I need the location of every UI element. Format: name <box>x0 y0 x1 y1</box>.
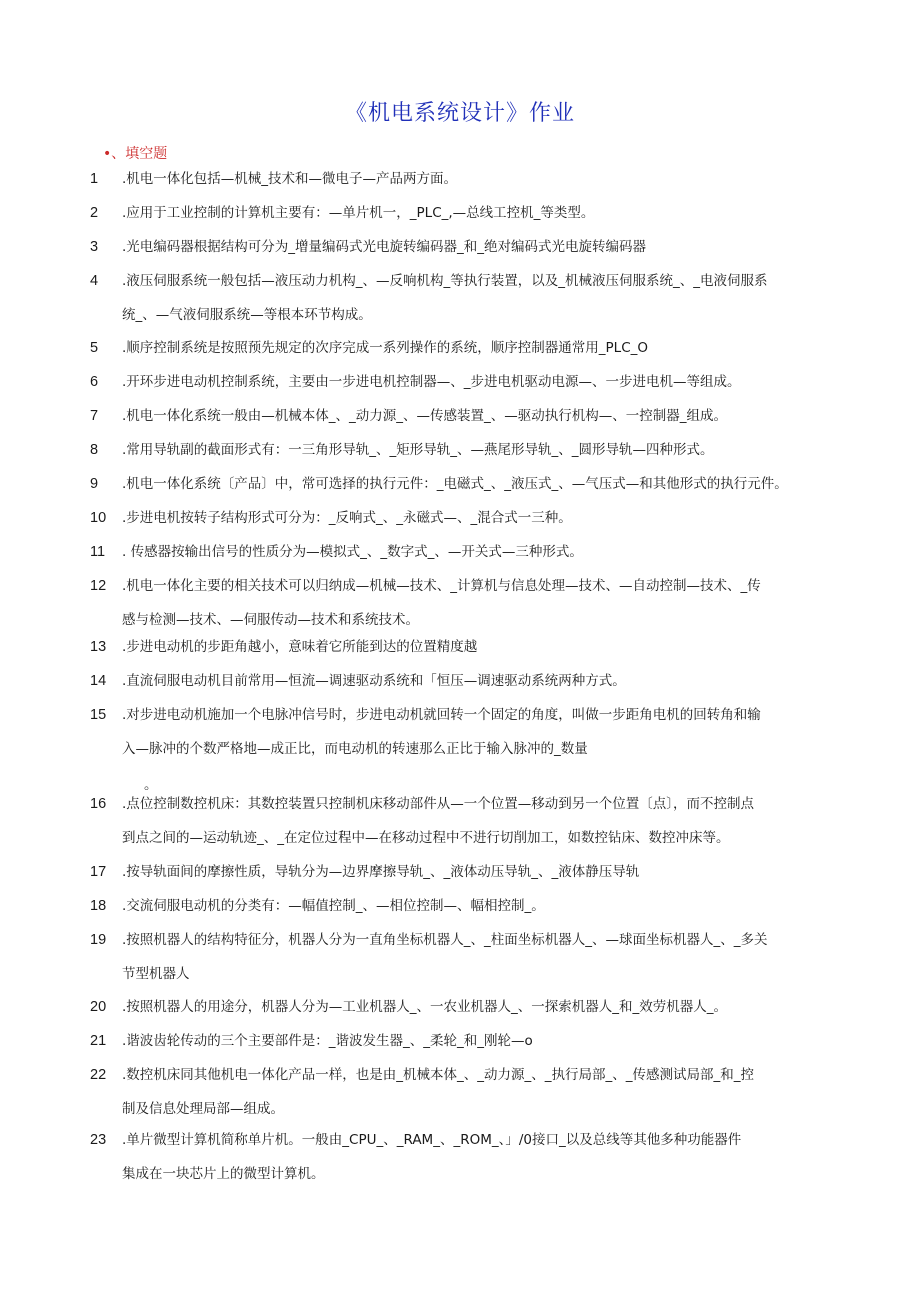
question-text-continued: 节型机器人 <box>122 966 190 982</box>
question-text: .对步进电动机施加一个电脉冲信号时，步进电动机就回转一个固定的角度，叫做一步距角电机的回转角和输 <box>122 707 761 723</box>
question-number: 11 <box>90 544 106 560</box>
question-item <box>90 889 830 923</box>
question-number: 5 <box>90 340 99 356</box>
question-number: 20 <box>90 999 107 1015</box>
section-heading: •、填空题 <box>103 146 168 162</box>
question-text: .应用于工业控制的计算机主要有：—单片机一，_PLC_,—总线工控机_等类型。 <box>122 205 595 221</box>
question-text-continued: 感与检测—技术、—伺服传动—技术和系统技术。 <box>122 612 419 628</box>
question-text: .机电一体化包括—机械_技术和—微电子—产品两方面。 <box>122 171 458 187</box>
question-text: .谐波齿轮传动的三个主要部件是：_谐波发生器_、_柔轮_和_刚轮—o <box>122 1033 533 1049</box>
question-number: 9 <box>90 476 99 492</box>
question-text: .直流伺服电动机目前常用—恒流—调速驱动系统和「恒压—调速驱动系统两种方式。 <box>122 673 626 689</box>
question-text: .按照机器人的用途分，机器人分为—工业机器人_、一农业机器人_、一探索机器人_和_效劳机器人_。 <box>122 999 728 1015</box>
question-item <box>90 230 830 264</box>
question-item <box>90 569 830 637</box>
question-item <box>90 399 830 433</box>
question-number: 4 <box>90 273 99 289</box>
question-item <box>90 630 830 664</box>
question-text: .顺序控制系统是按照预先规定的次序完成一系列操作的系统，顺序控制器通常用_PLC_O <box>122 340 649 356</box>
question-item <box>90 1058 830 1126</box>
question-text: .常用导轨副的截面形式有：一三角形导轨_、_矩形导轨_、—燕尾形导轨_、_圆形导轨—四种形式。 <box>122 442 714 458</box>
question-text: .机电一体化主要的相关技术可以归纳成—机械—技术、_计算机与信息处理—技术、—自动控制—技术、_传 <box>122 578 761 594</box>
question-number: 7 <box>90 408 99 424</box>
question-item <box>90 1123 830 1191</box>
question-item <box>90 664 830 698</box>
question-text: .液压伺服系统一般包括—液压动力机构_、—反响机构_等执行装置，以及_机械液压伺服系统_、_电液伺服系 <box>122 273 768 289</box>
question-text: .步进电动机的步距角越小，意味着它所能到达的位置精度越 <box>122 639 478 655</box>
question-number: 16 <box>90 796 107 812</box>
document-title: 《机电系统设计》作业 <box>344 101 575 126</box>
question-text: .机电一体化系统一般由—机械本体_、_动力源_、—传感装置_、—驱动执行机构—、一控制器_组成。 <box>122 408 728 424</box>
question-text: .开环步进电动机控制系统，主要由一步进电机控制器—、_步进电机驱动电源—、一步进电机—等组成。 <box>122 374 741 390</box>
question-item <box>90 535 830 569</box>
question-number: 23 <box>90 1132 107 1148</box>
question-text-continued: 到点之间的—运动轨迹_、_在定位过程中—在移动过程中不进行切削加工，如数控钻床、数控冲床等。 <box>122 830 730 846</box>
question-item <box>90 1024 830 1058</box>
question-number: 21 <box>90 1033 107 1049</box>
question-text: . 传感器按输出信号的性质分为—模拟式_、_数字式_、—开关式—三种形式。 <box>122 544 583 560</box>
question-number: 6 <box>90 374 99 390</box>
question-item <box>90 365 830 399</box>
question-number: 17 <box>90 864 107 880</box>
question-text: .点位控制数控机床：其数控装置只控制机床移动部件从—一个位置—移动到另一个位置〔点〕，而不控制点 <box>122 796 755 812</box>
question-number: 13 <box>90 639 107 655</box>
question-number: 8 <box>90 442 99 458</box>
question-text-continued: 入—脉冲的个数严格地—成正比，而电动机的转速那么正比于输入脉冲的_数量 <box>122 741 588 757</box>
question-item <box>90 433 830 467</box>
question-text: .按导轨面间的摩擦性质，导轨分为—边界摩擦导轨_、_液体动压导轨_、_液体静压导轨 <box>122 864 640 880</box>
question-number: 12 <box>90 578 107 594</box>
question-item <box>90 923 830 991</box>
question-text: .单片微型计算机简称单片机。一般由_CPU_、_RAM_、_ROM_、」/0接口_以及总线等其他多种功能器件 <box>122 1132 742 1148</box>
question-number: 10 <box>90 510 107 526</box>
question-item <box>90 264 830 332</box>
question-number: 3 <box>90 239 99 255</box>
question-number: 1 <box>90 171 99 187</box>
question-text: .数控机床同其他机电一体化产品一样，也是由_机械本体_、_动力源_、_执行局部_、_传感测试局部_和_控 <box>122 1067 755 1083</box>
question-number: 2 <box>90 205 99 221</box>
question-number: 22 <box>90 1067 107 1083</box>
question-text: .机电一体化系统〔产品〕中，常可选择的执行元件：_电磁式_、_液压式_、—气压式—和其他形式的执行元件。 <box>122 476 788 492</box>
question-text: .步进电机按转子结构形式可分为：_反响式_、_永磁式—、_混合式一三种。 <box>122 510 572 526</box>
question-item <box>90 162 830 196</box>
question-number: 15 <box>90 707 107 723</box>
question-text: .光电编码器根据结构可分为_增量编码式光电旋转编码器_和_绝对编码式光电旋转编码器 <box>122 239 647 255</box>
question-text-continued: 统_、—气液伺服系统—等根本环节构成。 <box>122 307 372 323</box>
question-item <box>90 331 830 365</box>
question-number: 18 <box>90 898 107 914</box>
question-text-continued: 。 <box>144 777 158 793</box>
question-number: 19 <box>90 932 107 948</box>
question-item <box>90 990 830 1024</box>
question-item <box>90 787 830 855</box>
question-item <box>90 196 830 230</box>
question-text-continued: 集成在一块芯片上的微型计算机。 <box>122 1166 325 1182</box>
question-item <box>90 501 830 535</box>
question-text: .交流伺服电动机的分类有：—幅值控制_、—相位控制—、幅相控制_。 <box>122 898 545 914</box>
question-text-continued: 制及信息处理局部—组成。 <box>122 1101 284 1117</box>
question-number: 14 <box>90 673 107 689</box>
question-item <box>90 855 830 889</box>
question-item <box>90 467 830 501</box>
question-text: .按照机器人的结构特征分，机器人分为一直角坐标机器人_、_柱面坐标机器人_、—球面坐标机器人_、_多关 <box>122 932 768 948</box>
